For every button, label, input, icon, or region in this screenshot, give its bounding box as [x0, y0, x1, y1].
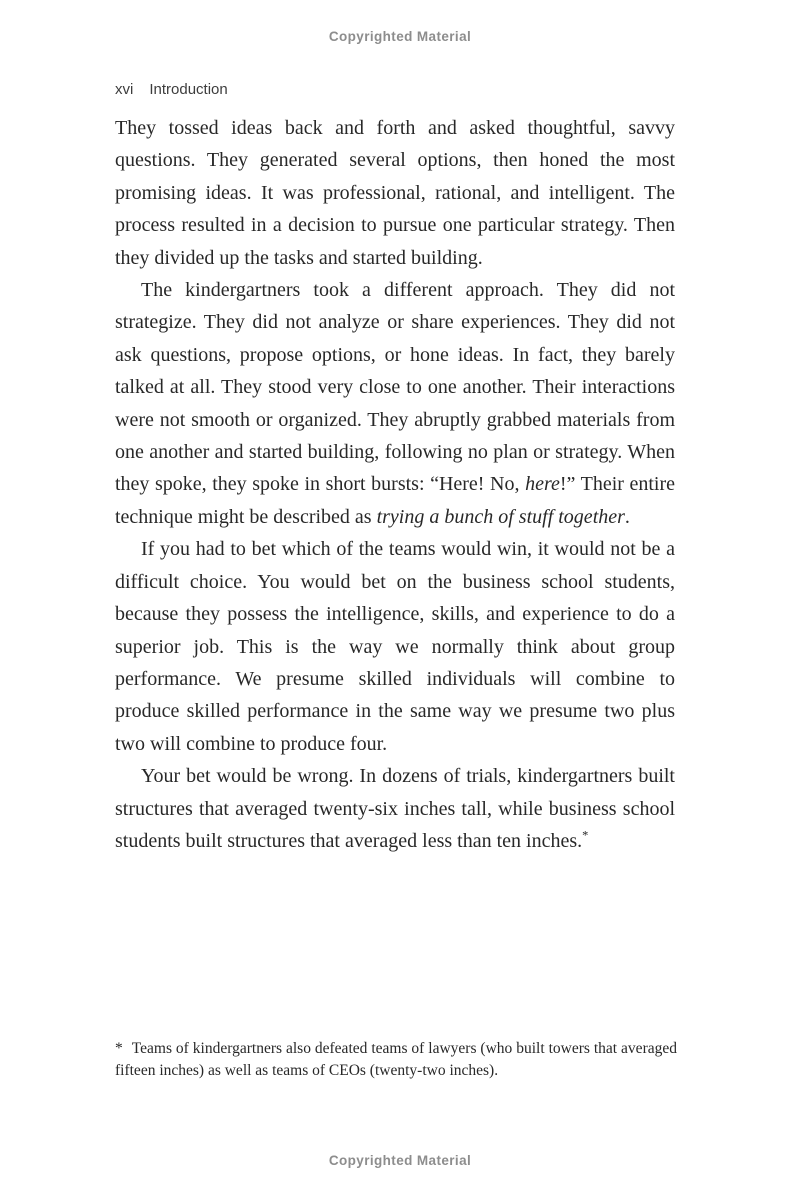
- copyright-notice-bottom: Copyrighted Material: [328, 1153, 472, 1168]
- text-segment: The kindergartners took a different approach. They did not strategize. They did not analyze or share experiences. They did not ask questions, propose options, or hone ideas. In fact, they barely talked at all. They stood very close to one another. Their interactions were not smooth or organized. They abruptly grabbed materials from one another and started building, following no plan or strategy. When they spoke, they spoke in short bursts: “Here! No,: [115, 279, 675, 496]
- text-segment: here: [525, 473, 560, 496]
- text-segment: *: [582, 828, 589, 843]
- page-number: xvi: [115, 81, 134, 98]
- text-segment: trying a bunch of stuff together: [376, 505, 625, 528]
- body-paragraphs: [115, 112, 675, 857]
- footnote-marker: *: [115, 1040, 123, 1057]
- text-segment: .: [624, 505, 630, 528]
- footnote-text: Teams of kindergartners also defeated teams of lawyers (who built towers that averaged fifteen inches) as well as teams of CEOs (twenty-two inches).: [115, 1040, 677, 1079]
- running-header: [115, 81, 228, 98]
- chapter-title: Introduction: [149, 81, 228, 98]
- text-segment: They tossed ideas back and forth and asked thoughtful, savvy questions. They generated several options, then honed the most promising ideas. It was professional, rational, and intelligent. The process resulted in a decision to pursue one particular strategy. Then they divided up the tasks and started building.: [115, 117, 675, 269]
- text-segment: Your bet would be wrong. In dozens of trials, kindergartners built structures that averaged twenty-six inches tall, while business school students built structures that averaged less than ten inches.: [115, 765, 675, 852]
- paragraph: [115, 533, 675, 760]
- paragraph: [115, 760, 675, 857]
- copyright-notice-top: Copyrighted Material: [328, 29, 472, 44]
- paragraph: [115, 112, 675, 274]
- text-segment: !” Their entire technique might be described as: [115, 473, 676, 528]
- footnote: [115, 1038, 677, 1082]
- text-segment: If you had to bet which of the teams would win, it would not be a difficult choice. You would bet on the business school students, because they possess the intelligence, skills, and experience to do a superior job. This is the way we normally think about group performance. We presume skilled individuals will combine to produce skilled performance in the same way we presume two plus two will combine to produce four.: [115, 538, 675, 755]
- paragraph: [115, 274, 675, 533]
